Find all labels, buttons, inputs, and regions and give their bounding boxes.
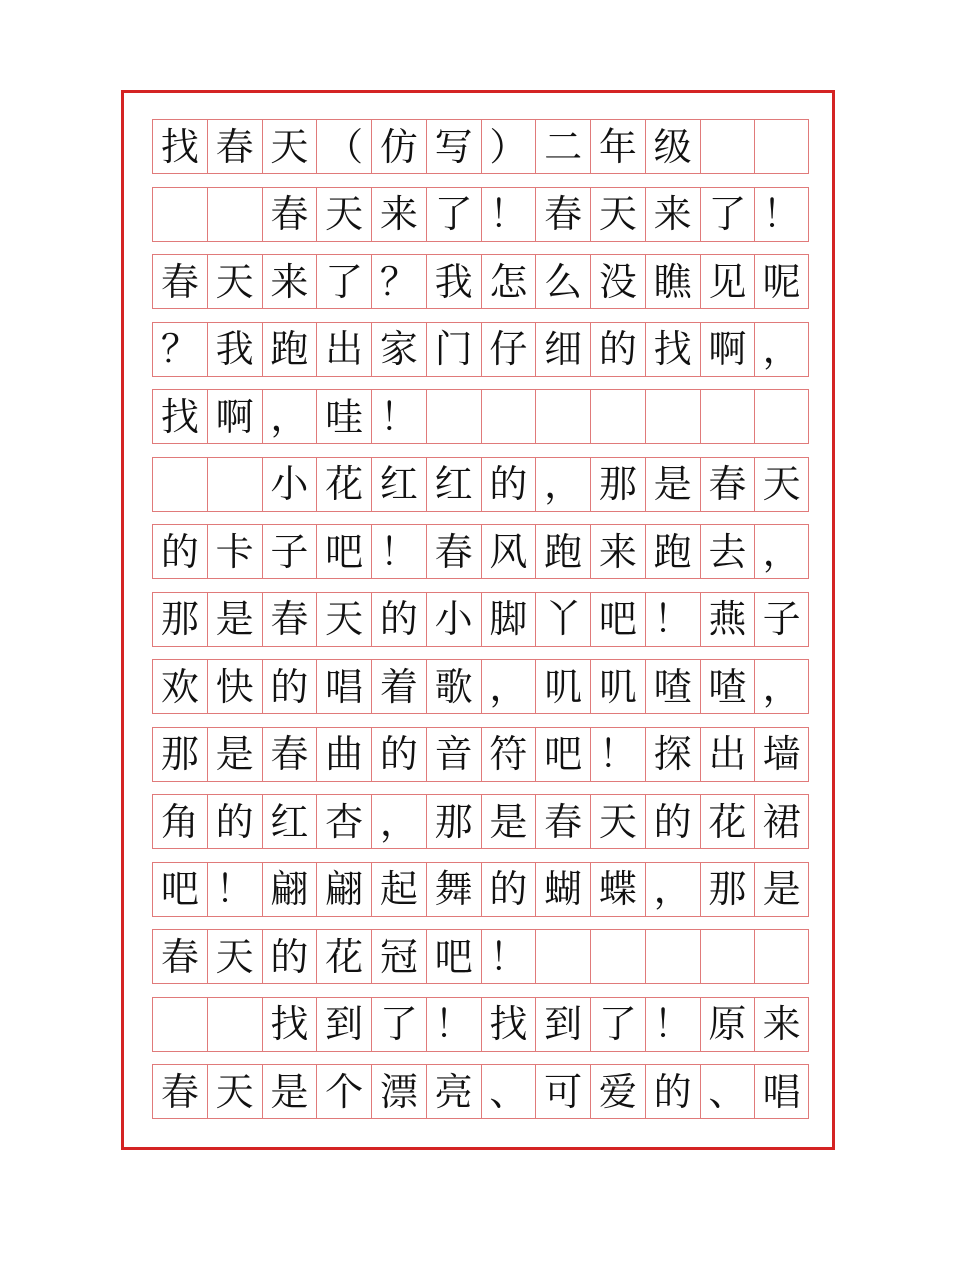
grid-cell: 的 [207,794,262,849]
grid-cell: ， [371,794,426,849]
grid-cell: 、 [700,1064,755,1119]
grid-cell: 喳 [700,659,755,714]
grid-cell [754,389,809,444]
grid-cell: ！ [754,187,809,242]
grid-cell: 那 [590,457,645,512]
grid-cell: 二 [535,119,590,174]
grid-cell: 么 [535,254,590,309]
grid-cell: 那 [700,862,755,917]
grid-row [152,254,809,309]
grid-cell: 吧 [426,929,481,984]
grid-cell: 红 [371,457,426,512]
grid-cell: 家 [371,322,426,377]
grid-cell: 翩 [262,862,317,917]
grid-cell: 红 [426,457,481,512]
grid-cell: 吧 [535,727,590,782]
grid-cell: 子 [754,592,809,647]
grid-cell: 找 [481,997,536,1052]
grid-cell: 天 [262,119,317,174]
grid-cell: 春 [152,1064,207,1119]
grid-cell: 天 [207,254,262,309]
grid-row [152,592,809,647]
grid-cell: 那 [152,592,207,647]
writing-grid [152,119,809,1132]
grid-cell: 红 [262,794,317,849]
grid-cell: 曲 [316,727,371,782]
grid-cell: 级 [645,119,700,174]
grid-cell: 卡 [207,524,262,579]
grid-cell: 叽 [590,659,645,714]
grid-cell: ！ [207,862,262,917]
grid-cell: 天 [316,187,371,242]
grid-cell: 可 [535,1064,590,1119]
grid-cell: 瞧 [645,254,700,309]
grid-cell: ！ [645,592,700,647]
grid-cell: （ [316,119,371,174]
grid-cell: 了 [371,997,426,1052]
grid-cell: 的 [262,929,317,984]
grid-cell: 的 [481,457,536,512]
grid-cell: 呢 [754,254,809,309]
grid-cell: 是 [645,457,700,512]
grid-cell: 春 [262,727,317,782]
grid-cell: 啊 [207,389,262,444]
grid-cell: ！ [426,997,481,1052]
grid-cell: ！ [590,727,645,782]
grid-row [152,322,809,377]
grid-cell: 、 [481,1064,536,1119]
grid-cell: 丫 [535,592,590,647]
grid-cell: 天 [754,457,809,512]
grid-cell [207,457,262,512]
grid-cell: 出 [700,727,755,782]
grid-cell [152,997,207,1052]
grid-cell: 春 [152,929,207,984]
grid-cell: 唱 [754,1064,809,1119]
grid-cell: 音 [426,727,481,782]
grid-cell: 风 [481,524,536,579]
grid-cell: 找 [262,997,317,1052]
grid-cell: 啊 [700,322,755,377]
grid-row [152,862,809,917]
grid-cell: 写 [426,119,481,174]
grid-cell: 是 [207,727,262,782]
grid-cell: 仿 [371,119,426,174]
grid-cell: 来 [371,187,426,242]
grid-cell: 找 [152,119,207,174]
grid-row [152,929,809,984]
grid-cell: 是 [207,592,262,647]
grid-cell: 喳 [645,659,700,714]
grid-cell: ！ [371,524,426,579]
grid-cell: 了 [590,997,645,1052]
grid-cell: 春 [426,524,481,579]
grid-cell [535,929,590,984]
grid-cell: ！ [481,187,536,242]
grid-cell: ） [481,119,536,174]
grid-cell [590,389,645,444]
grid-row [152,119,809,174]
grid-cell: 天 [590,187,645,242]
grid-cell: 怎 [481,254,536,309]
grid-cell: 找 [152,389,207,444]
grid-cell: 春 [262,187,317,242]
grid-cell [754,119,809,174]
grid-cell: 我 [426,254,481,309]
grid-cell: 春 [262,592,317,647]
grid-cell: 燕 [700,592,755,647]
grid-cell: 翩 [316,862,371,917]
grid-cell [645,389,700,444]
grid-cell: ， [481,659,536,714]
grid-cell: 子 [262,524,317,579]
grid-cell: 花 [316,929,371,984]
grid-cell: 哇 [316,389,371,444]
grid-cell: 春 [535,187,590,242]
grid-cell [754,929,809,984]
grid-cell: ？ [371,254,426,309]
grid-cell: 亮 [426,1064,481,1119]
grid-cell: 跑 [262,322,317,377]
grid-row [152,524,809,579]
grid-cell: 出 [316,322,371,377]
grid-cell: 年 [590,119,645,174]
grid-cell: 来 [590,524,645,579]
grid-cell: 起 [371,862,426,917]
grid-cell: 是 [481,794,536,849]
grid-cell: 叽 [535,659,590,714]
grid-cell: 小 [262,457,317,512]
grid-row [152,187,809,242]
grid-cell: 舞 [426,862,481,917]
grid-cell: 的 [152,524,207,579]
grid-cell: ， [754,659,809,714]
grid-cell [152,457,207,512]
grid-cell: 墙 [754,727,809,782]
grid-cell: 吧 [590,592,645,647]
grid-cell: 小 [426,592,481,647]
grid-cell [481,389,536,444]
grid-row [152,997,809,1052]
grid-cell: 的 [262,659,317,714]
grid-cell [535,389,590,444]
grid-cell: 去 [700,524,755,579]
grid-cell: ！ [481,929,536,984]
grid-row [152,794,809,849]
grid-cell: 跑 [535,524,590,579]
grid-cell: 到 [535,997,590,1052]
grid-cell: 快 [207,659,262,714]
grid-cell: 花 [700,794,755,849]
grid-cell: 个 [316,1064,371,1119]
grid-cell: ？ [152,322,207,377]
grid-cell [700,929,755,984]
grid-cell: ， [754,524,809,579]
grid-row [152,659,809,714]
grid-cell: 的 [645,794,700,849]
grid-cell: 的 [371,727,426,782]
grid-cell [207,997,262,1052]
grid-cell: 的 [645,1064,700,1119]
grid-cell: 春 [152,254,207,309]
grid-cell: 角 [152,794,207,849]
grid-cell: 见 [700,254,755,309]
grid-cell: 唱 [316,659,371,714]
grid-row [152,389,809,444]
grid-cell: 冠 [371,929,426,984]
grid-cell: 门 [426,322,481,377]
grid-cell: 来 [645,187,700,242]
grid-cell: 天 [207,929,262,984]
grid-cell: 了 [700,187,755,242]
grid-cell: 来 [262,254,317,309]
grid-cell: ， [754,322,809,377]
grid-cell: 来 [754,997,809,1052]
grid-cell: ！ [645,997,700,1052]
grid-cell: 了 [426,187,481,242]
grid-cell: 符 [481,727,536,782]
grid-cell: 跑 [645,524,700,579]
grid-cell: 天 [207,1064,262,1119]
grid-cell: 脚 [481,592,536,647]
grid-cell: ， [262,389,317,444]
grid-cell: 春 [207,119,262,174]
grid-cell [207,187,262,242]
grid-cell: 花 [316,457,371,512]
grid-cell: 细 [535,322,590,377]
grid-cell: 仔 [481,322,536,377]
grid-cell [590,929,645,984]
grid-cell: 的 [371,592,426,647]
grid-cell: 欢 [152,659,207,714]
grid-cell: 天 [590,794,645,849]
grid-cell: 是 [262,1064,317,1119]
grid-cell: ！ [371,389,426,444]
grid-cell [645,929,700,984]
grid-cell: 春 [700,457,755,512]
grid-row [152,727,809,782]
grid-cell: 蝶 [590,862,645,917]
grid-cell: 我 [207,322,262,377]
grid-cell: 吧 [152,862,207,917]
grid-cell: 爱 [590,1064,645,1119]
grid-cell: 蝴 [535,862,590,917]
grid-cell [426,389,481,444]
grid-cell: 是 [754,862,809,917]
grid-cell: 裙 [754,794,809,849]
grid-cell: 春 [535,794,590,849]
grid-cell: 天 [316,592,371,647]
grid-row [152,457,809,512]
grid-cell: 到 [316,997,371,1052]
grid-cell: 漂 [371,1064,426,1119]
grid-cell: 的 [590,322,645,377]
grid-cell: 杏 [316,794,371,849]
grid-cell: 着 [371,659,426,714]
grid-cell [700,119,755,174]
grid-cell: 找 [645,322,700,377]
grid-cell [700,389,755,444]
grid-cell [152,187,207,242]
grid-cell: 那 [152,727,207,782]
grid-cell: 了 [316,254,371,309]
grid-cell: ， [645,862,700,917]
grid-cell: 探 [645,727,700,782]
grid-row [152,1064,809,1119]
grid-cell: 那 [426,794,481,849]
grid-cell: 没 [590,254,645,309]
grid-cell: 吧 [316,524,371,579]
grid-cell: ， [535,457,590,512]
grid-cell: 歌 [426,659,481,714]
grid-cell: 原 [700,997,755,1052]
grid-cell: 的 [481,862,536,917]
